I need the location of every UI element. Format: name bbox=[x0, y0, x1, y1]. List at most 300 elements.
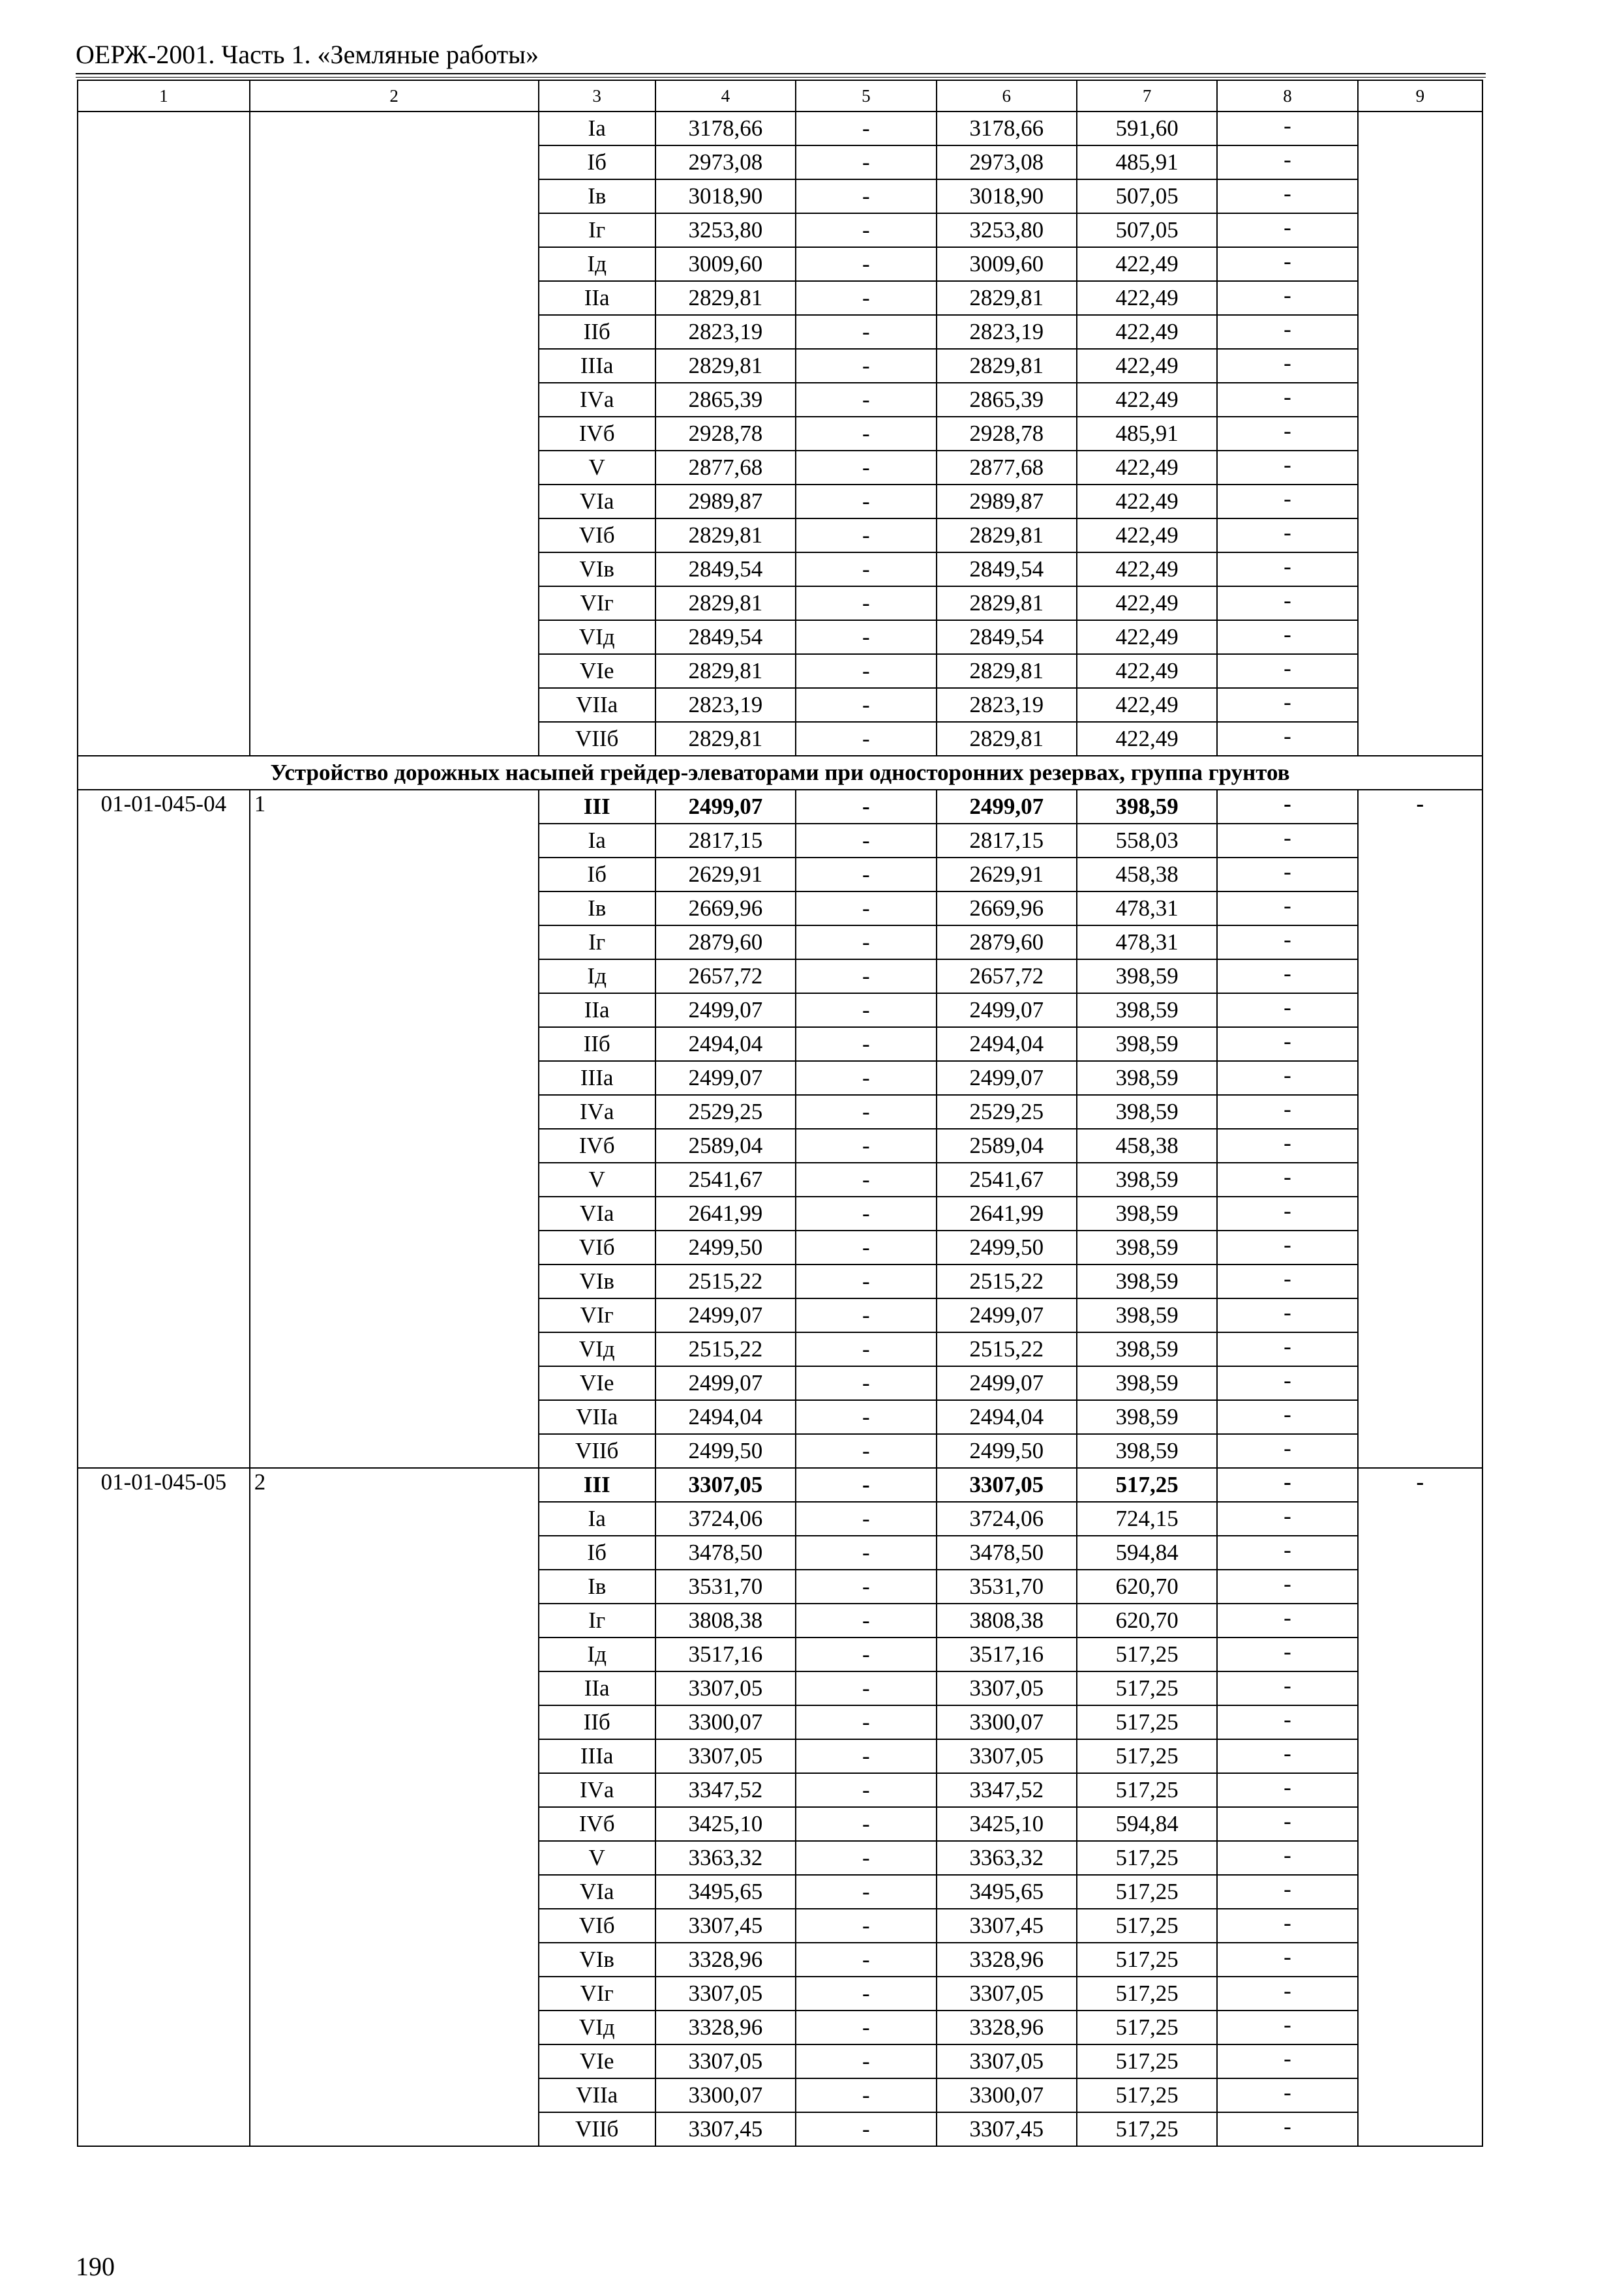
cell-c4: 2829,81 bbox=[655, 654, 796, 688]
cell-c4: 2849,54 bbox=[655, 552, 796, 586]
cell-c5: - bbox=[796, 1434, 936, 1468]
cell-c8: - bbox=[1217, 1977, 1357, 2011]
cell-c4: 3009,60 bbox=[655, 247, 796, 281]
page-number: 190 bbox=[76, 2252, 115, 2281]
cell-c3: Iд bbox=[539, 247, 655, 281]
cell-c5: - bbox=[796, 2044, 936, 2078]
cell-c5: - bbox=[796, 1773, 936, 1807]
cell-c5: - bbox=[796, 1197, 936, 1231]
cell-c6: 3328,96 bbox=[937, 1943, 1077, 1977]
cell-c6: 3425,10 bbox=[937, 1807, 1077, 1841]
column-number: 3 bbox=[539, 80, 655, 112]
cell-c6: 2817,15 bbox=[937, 824, 1077, 858]
cell-c8: - bbox=[1217, 1773, 1357, 1807]
cell-c4: 3347,52 bbox=[655, 1773, 796, 1807]
cell-c7: 422,49 bbox=[1077, 722, 1217, 756]
cell-c8: - bbox=[1217, 1671, 1357, 1705]
cell-c8: - bbox=[1217, 2011, 1357, 2044]
cell-c7: 517,25 bbox=[1077, 1909, 1217, 1943]
cell-c7: 591,60 bbox=[1077, 112, 1217, 145]
cell-c6: 2499,50 bbox=[937, 1231, 1077, 1264]
cell-c8: - bbox=[1217, 1400, 1357, 1434]
cell-c3: VIIа bbox=[539, 1400, 655, 1434]
cell-c7: 517,25 bbox=[1077, 1841, 1217, 1875]
cell-c3: IVа bbox=[539, 1773, 655, 1807]
cell-c8: - bbox=[1217, 586, 1357, 620]
cell-c3: VIг bbox=[539, 1977, 655, 2011]
cell-c3: VIг bbox=[539, 586, 655, 620]
item-number-cell bbox=[250, 112, 539, 756]
cell-c8: - bbox=[1217, 1095, 1357, 1129]
cell-c5: - bbox=[796, 1977, 936, 2011]
cell-c8: - bbox=[1217, 485, 1357, 518]
cell-c7: 422,49 bbox=[1077, 349, 1217, 383]
cell-c6: 3009,60 bbox=[937, 247, 1077, 281]
cell-c6: 2641,99 bbox=[937, 1197, 1077, 1231]
cell-c7: 398,59 bbox=[1077, 1061, 1217, 1095]
cell-c8: - bbox=[1217, 722, 1357, 756]
cell-c7: 398,59 bbox=[1077, 1298, 1217, 1332]
cell-c8: - bbox=[1217, 1468, 1357, 1502]
cell-c8: - bbox=[1217, 451, 1357, 485]
cell-c8: - bbox=[1217, 1570, 1357, 1604]
cell-c5: - bbox=[796, 1671, 936, 1705]
cell-c4: 2829,81 bbox=[655, 281, 796, 315]
cell-c5: - bbox=[796, 1231, 936, 1264]
cell-c5: - bbox=[796, 383, 936, 417]
cell-c3: VIг bbox=[539, 1298, 655, 1332]
cell-c6: 2499,07 bbox=[937, 1061, 1077, 1095]
cell-c5: - bbox=[796, 1129, 936, 1163]
cell-c3: Iд bbox=[539, 1638, 655, 1671]
cell-c7: 398,59 bbox=[1077, 1197, 1217, 1231]
cell-c3: VIд bbox=[539, 2011, 655, 2044]
cell-c6: 2657,72 bbox=[937, 959, 1077, 993]
cell-c7: 517,25 bbox=[1077, 1468, 1217, 1502]
cell-c7: 398,59 bbox=[1077, 1264, 1217, 1298]
cell-c4: 2877,68 bbox=[655, 451, 796, 485]
cell-c4: 3307,05 bbox=[655, 1468, 796, 1502]
cell-c6: 2829,81 bbox=[937, 586, 1077, 620]
rates-table bbox=[77, 80, 1483, 2147]
cell-c5: - bbox=[796, 349, 936, 383]
cell-c8: - bbox=[1217, 1129, 1357, 1163]
cell-c4: 3495,65 bbox=[655, 1875, 796, 1909]
cell-c3: IIб bbox=[539, 1027, 655, 1061]
cell-c7: 422,49 bbox=[1077, 247, 1217, 281]
cell-c3: Iб bbox=[539, 1536, 655, 1570]
header-rule bbox=[76, 73, 1486, 74]
cell-c5: - bbox=[796, 1468, 936, 1502]
cell-c5: - bbox=[796, 112, 936, 145]
cell-c7: 422,49 bbox=[1077, 451, 1217, 485]
cell-c6: 3724,06 bbox=[937, 1502, 1077, 1536]
cell-c3: IIIа bbox=[539, 1739, 655, 1773]
cell-c5: - bbox=[796, 247, 936, 281]
cell-c5: - bbox=[796, 1502, 936, 1536]
cell-c8: - bbox=[1217, 1197, 1357, 1231]
cell-c4: 2879,60 bbox=[655, 925, 796, 959]
cell-c6: 2829,81 bbox=[937, 518, 1077, 552]
cell-c4: 3531,70 bbox=[655, 1570, 796, 1604]
cell-c3: VIд bbox=[539, 1332, 655, 1366]
cell-c4: 3253,80 bbox=[655, 213, 796, 247]
cell-c3: VIв bbox=[539, 1264, 655, 1298]
cell-c4: 3808,38 bbox=[655, 1604, 796, 1638]
cell-c5: - bbox=[796, 417, 936, 451]
cell-c6: 2629,91 bbox=[937, 858, 1077, 891]
cell-c3: IVб bbox=[539, 1129, 655, 1163]
cell-c5: - bbox=[796, 1943, 936, 1977]
cell-c6: 2499,07 bbox=[937, 790, 1077, 824]
cell-c5: - bbox=[796, 213, 936, 247]
cell-c3: VIе bbox=[539, 2044, 655, 2078]
cell-c3: VIа bbox=[539, 485, 655, 518]
cell-c5: - bbox=[796, 315, 936, 349]
cell-c8: - bbox=[1217, 1502, 1357, 1536]
cell-c4: 2849,54 bbox=[655, 620, 796, 654]
cell-c3: VIв bbox=[539, 1943, 655, 1977]
cell-c7: 517,25 bbox=[1077, 2078, 1217, 2112]
cell-c4: 2641,99 bbox=[655, 1197, 796, 1231]
cell-c8: - bbox=[1217, 518, 1357, 552]
cell-c4: 2499,07 bbox=[655, 1366, 796, 1400]
cell-c7: 422,49 bbox=[1077, 315, 1217, 349]
cell-c8: - bbox=[1217, 1027, 1357, 1061]
cell-c6: 2928,78 bbox=[937, 417, 1077, 451]
cell-c7: 398,59 bbox=[1077, 1163, 1217, 1197]
cell-c5: - bbox=[796, 2011, 936, 2044]
cell-c6: 2829,81 bbox=[937, 349, 1077, 383]
cell-c3: IIIа bbox=[539, 349, 655, 383]
item-number-cell: 2 bbox=[250, 1468, 539, 2146]
column-number: 7 bbox=[1077, 80, 1217, 112]
cell-c8: - bbox=[1217, 2078, 1357, 2112]
cell-c5: - bbox=[796, 1400, 936, 1434]
cell-c3: VIб bbox=[539, 518, 655, 552]
cell-c8: - bbox=[1217, 213, 1357, 247]
cell-c7: 422,49 bbox=[1077, 518, 1217, 552]
cell-c5: - bbox=[796, 1841, 936, 1875]
cell-c6: 3300,07 bbox=[937, 1705, 1077, 1739]
cell-c5: - bbox=[796, 1061, 936, 1095]
cell-c7: 517,25 bbox=[1077, 1773, 1217, 1807]
cell-c7: 507,05 bbox=[1077, 213, 1217, 247]
cell-c3: Iв bbox=[539, 891, 655, 925]
cell-c4: 3307,45 bbox=[655, 2112, 796, 2146]
column-number-row bbox=[78, 80, 1482, 112]
cell-c5: - bbox=[796, 1027, 936, 1061]
cell-c6: 2973,08 bbox=[937, 145, 1077, 179]
cell-c7: 398,59 bbox=[1077, 790, 1217, 824]
column-number: 5 bbox=[796, 80, 936, 112]
cell-c7: 485,91 bbox=[1077, 417, 1217, 451]
cell-c4: 3307,05 bbox=[655, 2044, 796, 2078]
cell-c8: - bbox=[1217, 1536, 1357, 1570]
cell-c3: Iг bbox=[539, 1604, 655, 1638]
cell-c6: 2829,81 bbox=[937, 281, 1077, 315]
cell-c8: - bbox=[1217, 1163, 1357, 1197]
cell-c6: 2879,60 bbox=[937, 925, 1077, 959]
cell-c4: 3363,32 bbox=[655, 1841, 796, 1875]
cell-c8: - bbox=[1217, 2112, 1357, 2146]
cell-c7: 422,49 bbox=[1077, 620, 1217, 654]
cell-c6: 3495,65 bbox=[937, 1875, 1077, 1909]
cell-c6: 2541,67 bbox=[937, 1163, 1077, 1197]
cell-c5: - bbox=[796, 281, 936, 315]
cell-c3: IVб bbox=[539, 417, 655, 451]
cell-c3: IVа bbox=[539, 1095, 655, 1129]
cell-c7: 422,49 bbox=[1077, 383, 1217, 417]
cell-c3: Iа bbox=[539, 824, 655, 858]
col9-cell bbox=[1358, 112, 1482, 756]
cell-c5: - bbox=[796, 925, 936, 959]
cell-c7: 478,31 bbox=[1077, 925, 1217, 959]
cell-c6: 2849,54 bbox=[937, 620, 1077, 654]
cell-c5: - bbox=[796, 1163, 936, 1197]
cell-c8: - bbox=[1217, 959, 1357, 993]
cell-c6: 2499,50 bbox=[937, 1434, 1077, 1468]
cell-c3: IIа bbox=[539, 281, 655, 315]
cell-c8: - bbox=[1217, 1264, 1357, 1298]
cell-c3: VIIа bbox=[539, 2078, 655, 2112]
cell-c4: 2499,07 bbox=[655, 1298, 796, 1332]
cell-c6: 2589,04 bbox=[937, 1129, 1077, 1163]
cell-c5: - bbox=[796, 586, 936, 620]
cell-c8: - bbox=[1217, 1366, 1357, 1400]
cell-c5: - bbox=[796, 1298, 936, 1332]
cell-c7: 517,25 bbox=[1077, 1739, 1217, 1773]
cell-c7: 422,49 bbox=[1077, 485, 1217, 518]
cell-c6: 2849,54 bbox=[937, 552, 1077, 586]
cell-c8: - bbox=[1217, 145, 1357, 179]
cell-c4: 2928,78 bbox=[655, 417, 796, 451]
table-body bbox=[78, 80, 1482, 2146]
cell-c3: Iа bbox=[539, 1502, 655, 1536]
col9-cell: - bbox=[1358, 790, 1482, 1468]
cell-c7: 594,84 bbox=[1077, 1536, 1217, 1570]
cell-c3: VIб bbox=[539, 1909, 655, 1943]
cell-c3: Iг bbox=[539, 213, 655, 247]
cell-c7: 422,49 bbox=[1077, 654, 1217, 688]
cell-c8: - bbox=[1217, 2044, 1357, 2078]
cell-c8: - bbox=[1217, 1841, 1357, 1875]
header-rule-thin bbox=[76, 77, 1486, 78]
cell-c3: Iв bbox=[539, 1570, 655, 1604]
cell-c7: 517,25 bbox=[1077, 1638, 1217, 1671]
cell-c6: 2669,96 bbox=[937, 891, 1077, 925]
cell-c7: 620,70 bbox=[1077, 1570, 1217, 1604]
cell-c8: - bbox=[1217, 993, 1357, 1027]
table-row-main bbox=[78, 1468, 1482, 1502]
cell-c5: - bbox=[796, 1739, 936, 1773]
cell-c3: Iб bbox=[539, 858, 655, 891]
cell-c3: IIб bbox=[539, 315, 655, 349]
cell-c5: - bbox=[796, 1638, 936, 1671]
cell-c4: 3307,05 bbox=[655, 1739, 796, 1773]
cell-c6: 3307,05 bbox=[937, 1739, 1077, 1773]
cell-c4: 2499,07 bbox=[655, 790, 796, 824]
cell-c4: 3018,90 bbox=[655, 179, 796, 213]
cell-c8: - bbox=[1217, 1231, 1357, 1264]
cell-c5: - bbox=[796, 145, 936, 179]
cell-c7: 398,59 bbox=[1077, 959, 1217, 993]
cell-c5: - bbox=[796, 1909, 936, 1943]
cell-c3: VIIа bbox=[539, 688, 655, 722]
cell-c5: - bbox=[796, 824, 936, 858]
cell-c5: - bbox=[796, 790, 936, 824]
cell-c6: 3517,16 bbox=[937, 1638, 1077, 1671]
cell-c7: 422,49 bbox=[1077, 586, 1217, 620]
cell-c7: 398,59 bbox=[1077, 1400, 1217, 1434]
cell-c8: - bbox=[1217, 1943, 1357, 1977]
cell-c7: 517,25 bbox=[1077, 2112, 1217, 2146]
cell-c4: 2829,81 bbox=[655, 722, 796, 756]
cell-c3: V bbox=[539, 451, 655, 485]
cell-c8: - bbox=[1217, 315, 1357, 349]
cell-c6: 2877,68 bbox=[937, 451, 1077, 485]
cell-c6: 3307,05 bbox=[937, 1468, 1077, 1502]
cell-c7: 517,25 bbox=[1077, 1943, 1217, 1977]
cell-c7: 517,25 bbox=[1077, 1671, 1217, 1705]
cell-c6: 2494,04 bbox=[937, 1400, 1077, 1434]
cell-c3: VIе bbox=[539, 654, 655, 688]
column-number: 1 bbox=[78, 80, 250, 112]
cell-c3: Iб bbox=[539, 145, 655, 179]
cell-c3: IVа bbox=[539, 383, 655, 417]
cell-c6: 2829,81 bbox=[937, 654, 1077, 688]
cell-c4: 3478,50 bbox=[655, 1536, 796, 1570]
cell-c8: - bbox=[1217, 824, 1357, 858]
cell-c8: - bbox=[1217, 179, 1357, 213]
cell-c8: - bbox=[1217, 620, 1357, 654]
cell-c3: VIе bbox=[539, 1366, 655, 1400]
cell-c6: 2515,22 bbox=[937, 1264, 1077, 1298]
cell-c5: - bbox=[796, 1807, 936, 1841]
cell-c4: 2829,81 bbox=[655, 586, 796, 620]
cell-c4: 2589,04 bbox=[655, 1129, 796, 1163]
cell-c3: Iв bbox=[539, 179, 655, 213]
cell-c7: 517,25 bbox=[1077, 1705, 1217, 1739]
cell-c8: - bbox=[1217, 925, 1357, 959]
cell-c6: 3347,52 bbox=[937, 1773, 1077, 1807]
cell-c7: 398,59 bbox=[1077, 1095, 1217, 1129]
cell-c8: - bbox=[1217, 858, 1357, 891]
cell-c7: 594,84 bbox=[1077, 1807, 1217, 1841]
cell-c3: Iа bbox=[539, 112, 655, 145]
cell-c8: - bbox=[1217, 790, 1357, 824]
cell-c7: 398,59 bbox=[1077, 1434, 1217, 1468]
cell-c8: - bbox=[1217, 1061, 1357, 1095]
cell-c7: 458,38 bbox=[1077, 1129, 1217, 1163]
cell-c7: 620,70 bbox=[1077, 1604, 1217, 1638]
cell-c5: - bbox=[796, 858, 936, 891]
cell-c4: 3517,16 bbox=[655, 1638, 796, 1671]
cell-c8: - bbox=[1217, 281, 1357, 315]
cell-c4: 3178,66 bbox=[655, 112, 796, 145]
cell-c8: - bbox=[1217, 1298, 1357, 1332]
cell-c6: 2989,87 bbox=[937, 485, 1077, 518]
cell-c6: 3307,45 bbox=[937, 2112, 1077, 2146]
cell-c5: - bbox=[796, 2078, 936, 2112]
cell-c6: 2529,25 bbox=[937, 1095, 1077, 1129]
rate-code-cell bbox=[78, 112, 250, 756]
cell-c3: V bbox=[539, 1841, 655, 1875]
cell-c5: - bbox=[796, 2112, 936, 2146]
cell-c8: - bbox=[1217, 891, 1357, 925]
cell-c4: 2989,87 bbox=[655, 485, 796, 518]
cell-c3: VIд bbox=[539, 620, 655, 654]
rate-code-cell: 01-01-045-05 bbox=[78, 1468, 250, 2146]
item-number-cell: 1 bbox=[250, 790, 539, 1468]
cell-c5: - bbox=[796, 620, 936, 654]
cell-c4: 2529,25 bbox=[655, 1095, 796, 1129]
cell-c5: - bbox=[796, 1705, 936, 1739]
cell-c4: 2499,50 bbox=[655, 1434, 796, 1468]
cell-c4: 2817,15 bbox=[655, 824, 796, 858]
cell-c8: - bbox=[1217, 1638, 1357, 1671]
cell-c5: - bbox=[796, 959, 936, 993]
cell-c6: 2499,07 bbox=[937, 1366, 1077, 1400]
cell-c4: 2865,39 bbox=[655, 383, 796, 417]
cell-c4: 2823,19 bbox=[655, 315, 796, 349]
cell-c3: IVб bbox=[539, 1807, 655, 1841]
section-title-row bbox=[78, 756, 1482, 790]
cell-c7: 398,59 bbox=[1077, 1027, 1217, 1061]
cell-c5: - bbox=[796, 654, 936, 688]
cell-c7: 422,49 bbox=[1077, 688, 1217, 722]
cell-c5: - bbox=[796, 552, 936, 586]
cell-c6: 2823,19 bbox=[937, 315, 1077, 349]
column-number: 6 bbox=[937, 80, 1077, 112]
cell-c4: 2515,22 bbox=[655, 1264, 796, 1298]
cell-c6: 3307,05 bbox=[937, 1977, 1077, 2011]
cell-c3: IIIа bbox=[539, 1061, 655, 1095]
cell-c4: 3328,96 bbox=[655, 1943, 796, 1977]
column-number: 2 bbox=[250, 80, 539, 112]
cell-c4: 2823,19 bbox=[655, 688, 796, 722]
rate-code-cell: 01-01-045-04 bbox=[78, 790, 250, 1468]
cell-c8: - bbox=[1217, 654, 1357, 688]
cell-c5: - bbox=[796, 485, 936, 518]
cell-c8: - bbox=[1217, 1434, 1357, 1468]
cell-c8: - bbox=[1217, 1705, 1357, 1739]
cell-c4: 2829,81 bbox=[655, 349, 796, 383]
cell-c6: 3478,50 bbox=[937, 1536, 1077, 1570]
col9-cell: - bbox=[1358, 1468, 1482, 2146]
cell-c8: - bbox=[1217, 1807, 1357, 1841]
cell-c3: IIа bbox=[539, 993, 655, 1027]
cell-c3: VIа bbox=[539, 1875, 655, 1909]
cell-c6: 2494,04 bbox=[937, 1027, 1077, 1061]
cell-c4: 2494,04 bbox=[655, 1027, 796, 1061]
cell-c4: 2657,72 bbox=[655, 959, 796, 993]
cell-c4: 3307,05 bbox=[655, 1977, 796, 2011]
cell-c5: - bbox=[796, 1332, 936, 1366]
cell-c5: - bbox=[796, 1570, 936, 1604]
cell-c6: 3178,66 bbox=[937, 112, 1077, 145]
cell-c4: 2629,91 bbox=[655, 858, 796, 891]
section-title: Устройство дорожных насыпей грейдер-элеваторами при односторонних резервах, группа грунтов bbox=[78, 756, 1482, 790]
cell-c5: - bbox=[796, 993, 936, 1027]
cell-c3: VIб bbox=[539, 1231, 655, 1264]
cell-c5: - bbox=[796, 1366, 936, 1400]
cell-c4: 2669,96 bbox=[655, 891, 796, 925]
cell-c6: 3018,90 bbox=[937, 179, 1077, 213]
cell-c5: - bbox=[796, 722, 936, 756]
cell-c7: 398,59 bbox=[1077, 1332, 1217, 1366]
cell-c3: VIIб bbox=[539, 722, 655, 756]
